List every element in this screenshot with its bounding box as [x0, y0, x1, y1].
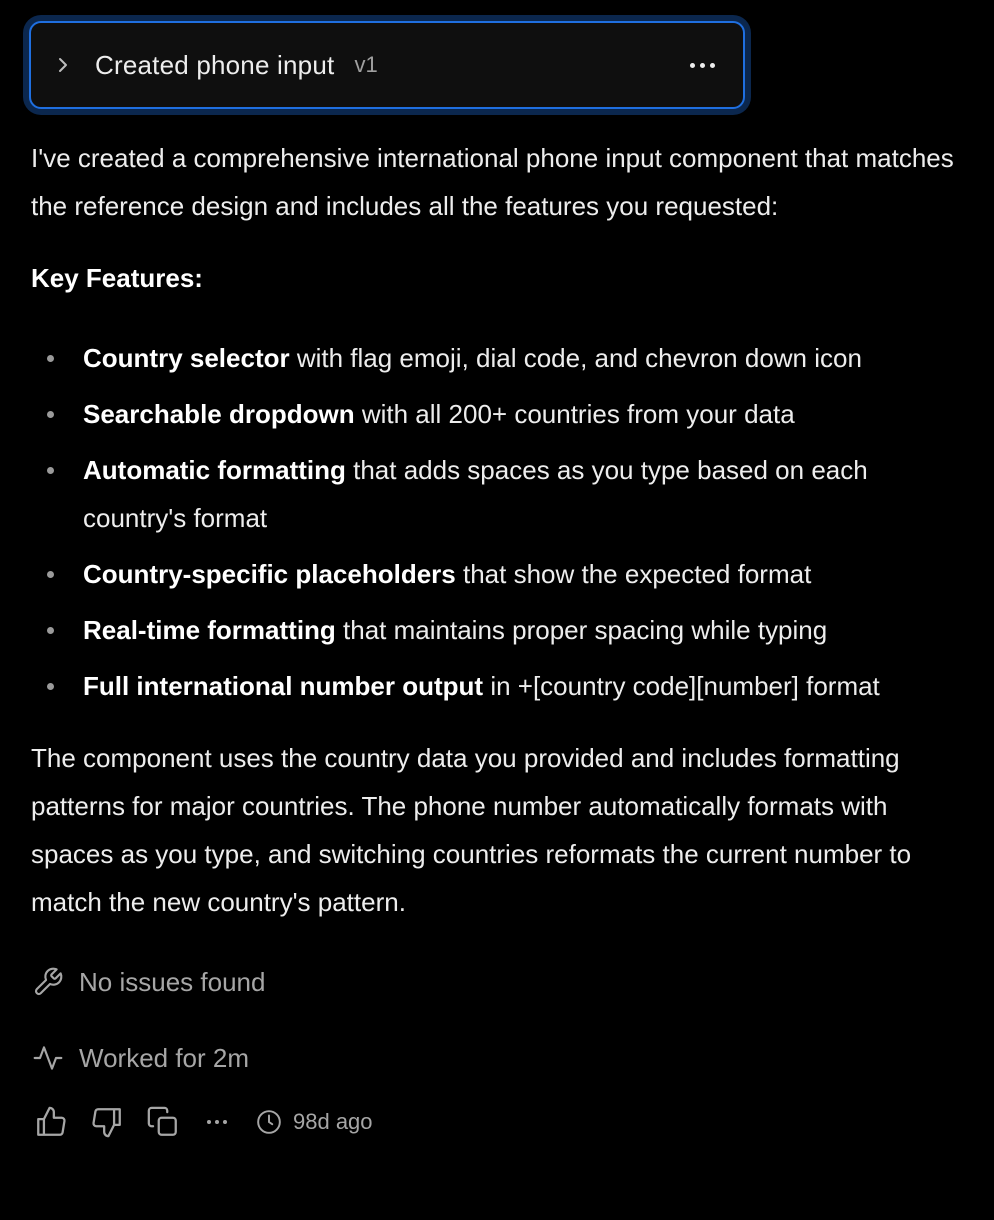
wrench-icon	[31, 965, 65, 999]
features-list	[31, 334, 976, 710]
message-content	[31, 134, 976, 1142]
bullet-icon	[47, 411, 54, 418]
worked-status	[31, 1038, 976, 1078]
clock-icon	[255, 1108, 283, 1136]
bullet-icon	[47, 355, 54, 362]
more-horizontal-icon[interactable]	[685, 50, 719, 80]
feature-description: that adds spaces as you type based on each country's format	[83, 455, 868, 533]
card-title: Created phone input	[95, 49, 335, 80]
issues-status	[31, 962, 976, 1002]
thumbs-up-icon[interactable]	[31, 1102, 71, 1142]
list-item	[31, 446, 976, 542]
timestamp-text: 98d ago	[293, 1109, 373, 1134]
feature-title: Real-time formatting	[83, 615, 336, 645]
summary-paragraph: The component uses the country data you provided and includes formatting patterns for major countries. The phone number automatically formats with spaces as you type, and switching countries reformats the current number to match the new country's pattern.	[31, 743, 912, 917]
bullet-icon	[47, 627, 54, 634]
feature-title: Searchable dropdown	[83, 399, 355, 429]
feature-description: in +[country code][number] format	[483, 671, 880, 701]
list-item	[31, 550, 976, 598]
intro-paragraph: I've created a comprehensive international phone input component that matches the reference design and includes all the features you requested:	[31, 143, 954, 221]
list-item	[31, 390, 976, 438]
list-item	[31, 606, 976, 654]
thumbs-down-icon[interactable]	[87, 1102, 127, 1142]
copy-icon[interactable]	[143, 1102, 183, 1142]
list-item	[31, 662, 976, 710]
feature-description: that show the expected format	[455, 559, 812, 589]
bullet-icon	[47, 467, 54, 474]
card-version-badge: v1	[354, 52, 378, 77]
activity-icon	[31, 1041, 65, 1075]
features-heading: Key Features:	[31, 263, 203, 293]
feature-description: with flag emoji, dial code, and chevron down icon	[289, 343, 862, 373]
more-horizontal-icon[interactable]	[199, 1102, 235, 1142]
issues-status-text: No issues found	[79, 966, 266, 997]
feature-title: Country-specific placeholders	[83, 559, 456, 589]
list-item	[31, 334, 976, 382]
bullet-icon	[47, 571, 54, 578]
timestamp	[255, 1108, 373, 1136]
feature-description: that maintains proper spacing while typing	[335, 615, 828, 645]
bullet-icon	[47, 683, 54, 690]
feature-description: with all 200+ countries from your data	[354, 399, 795, 429]
feature-title: Automatic formatting	[83, 455, 346, 485]
chevron-right-icon[interactable]	[53, 55, 73, 75]
feature-title: Country selector	[83, 343, 290, 373]
version-card[interactable]	[29, 21, 745, 109]
worked-status-text: Worked for 2m	[79, 1042, 250, 1073]
message-actions	[31, 1102, 976, 1142]
feature-title: Full international number output	[83, 671, 484, 701]
